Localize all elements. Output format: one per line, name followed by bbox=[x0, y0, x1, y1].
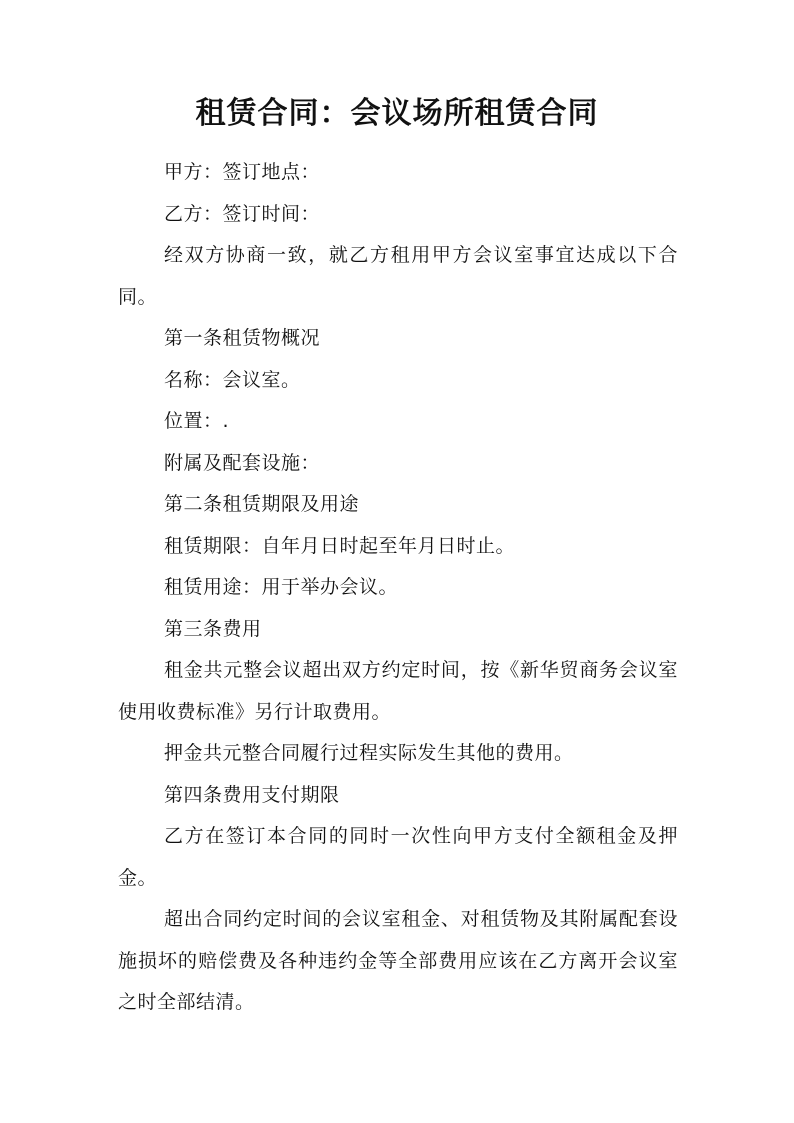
paragraph-name: 名称：会议室。 bbox=[164, 368, 301, 391]
document-body bbox=[118, 152, 678, 1024]
article-4-heading: 第四条费用支付期限 bbox=[164, 783, 340, 806]
paragraph-location: 位置：. bbox=[164, 410, 230, 432]
paragraph-deposit: 押金共元整合同履行过程实际发生其他的费用。 bbox=[164, 742, 574, 764]
paragraph-lease-purpose: 租赁用途：用于举办会议。 bbox=[164, 576, 399, 598]
article-2-heading: 第二条租赁期限及用途 bbox=[164, 493, 360, 515]
paragraph-party-b: 乙方：签订时间： bbox=[164, 202, 321, 225]
paragraph-party-a: 甲方：签订地点： bbox=[164, 161, 321, 183]
article-1-heading: 第一条租赁物概况 bbox=[164, 327, 321, 349]
paragraph-lease-term: 租赁期限：自年月日时起至年月日时止。 bbox=[164, 534, 516, 557]
paragraph-payment: 乙方在签订本合同的同时一次性向甲方支付全额租金及押金。 bbox=[118, 825, 678, 889]
article-3-heading: 第三条费用 bbox=[164, 617, 262, 640]
paragraph-facilities: 附属及配套设施： bbox=[164, 451, 321, 474]
paragraph-intro: 经双方协商一致，就乙方租用甲方会议室事宜达成以下合同。 bbox=[118, 244, 678, 308]
paragraph-settlement: 超出合同约定时间的会议室租金、对租赁物及其附属配套设施损坏的赔偿费及各种违约金等全部费用应该在乙方离开会议室之时全部结清。 bbox=[118, 908, 678, 1013]
paragraph-rent: 租金共元整会议超出双方约定时间，按《新华贸商务会议室使用收费标准》另行计取费用。 bbox=[118, 659, 678, 723]
document-title: 租赁合同：会议场所租赁合同 bbox=[195, 96, 599, 131]
